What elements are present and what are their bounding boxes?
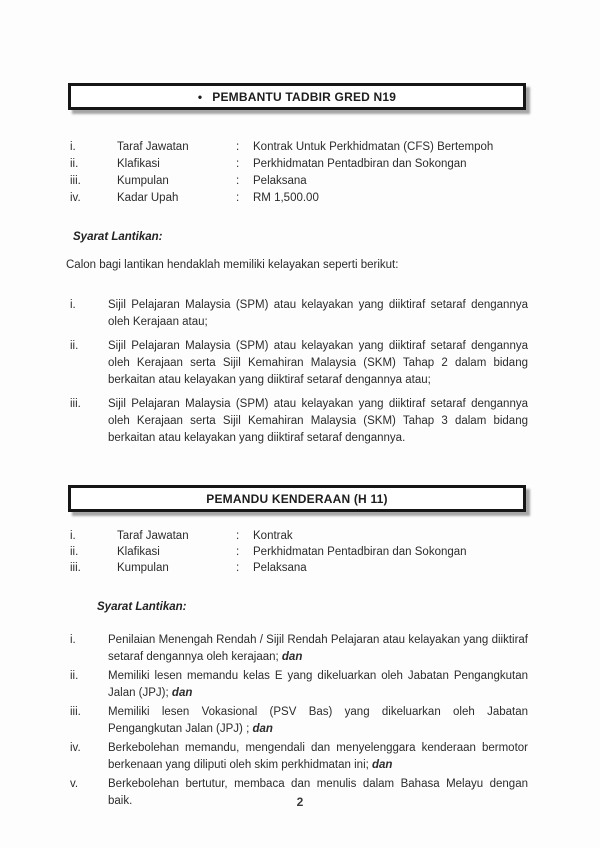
item-num: ii. (70, 340, 79, 352)
detail-value: Perkhidmatan Pentadbiran dan Sokongan (253, 158, 467, 170)
item-num: iv. (70, 742, 81, 754)
detail-num: ii. (70, 546, 79, 558)
section2-title-box (68, 485, 526, 512)
detail-colon: : (236, 192, 240, 204)
section1-syarat-heading: Syarat Lantikan: (73, 231, 163, 243)
item-text (108, 632, 528, 665)
detail-label: Taraf Jawatan (117, 530, 189, 542)
detail-label: Kadar Upah (117, 192, 179, 204)
detail-label: Klafikasi (117, 158, 160, 170)
detail-label: Taraf Jawatan (117, 141, 189, 153)
item-body: Sijil Pelajaran Malaysia (SPM) atau kelayakan yang diiktiraf setaraf dengannya oleh Kerajaan atau; (108, 299, 528, 328)
section1-title: PEMBANTU TADBIR GRED N19 (212, 89, 397, 104)
detail-colon: : (236, 530, 240, 542)
item-suffix: dan (372, 758, 393, 771)
item-suffix: dan (252, 722, 273, 735)
detail-value: Pelaksana (253, 562, 307, 574)
detail-colon: : (236, 546, 240, 558)
item-text (108, 297, 528, 331)
item-body: Memiliki lesen Vokasional (PSV Bas) yang dikeluarkan oleh Jabatan Pengangkutan Jalan (JPJ) ; (108, 706, 528, 735)
section1-items (66, 297, 528, 454)
list-item (66, 632, 528, 665)
item-suffix: dan (281, 650, 303, 663)
detail-colon: : (236, 175, 240, 187)
detail-value: Pelaksana (253, 175, 307, 187)
detail-row (66, 528, 528, 544)
list-item (66, 297, 528, 331)
item-suffix: dan (171, 686, 193, 699)
detail-num: iii. (70, 562, 81, 574)
item-body: Sijil Pelajaran Malaysia (SPM) atau kelayakan yang diiktiraf setaraf dengannya oleh Kerajaan serta Sijil Kemahiran Malaysia (SKM) Tahap 3 dalam bidang berkaitan atau kelayakan yang diiktiraf setaraf dengannya. (108, 398, 528, 444)
detail-num: i. (70, 141, 76, 153)
section2-title: PEMANDU KENDERAAN (H 11) (206, 491, 388, 506)
item-text (108, 668, 528, 701)
section2-details (66, 528, 528, 576)
detail-value: Kontrak Untuk Perkhidmatan (CFS) Bertempoh (253, 141, 494, 153)
detail-value: Perkhidmatan Pentadbiran dan Sokongan (253, 546, 467, 558)
item-body: Sijil Pelajaran Malaysia (SPM) atau kelayakan yang diiktiraf setaraf dengannya oleh Kerajaan serta Sijil Kemahiran Malaysia (SKM) Tahap 2 dalam bidang berkaitan atau kelayakan yang diiktiraf setaraf dengannya atau; (108, 340, 528, 386)
detail-row (66, 173, 528, 190)
detail-row (66, 139, 528, 156)
detail-row (66, 560, 528, 576)
section1-title-box (68, 83, 526, 110)
detail-num: iii. (70, 175, 81, 187)
item-num: i. (70, 634, 76, 646)
item-text (108, 338, 528, 389)
item-text (108, 740, 528, 773)
item-num: i. (70, 299, 76, 311)
detail-colon: : (236, 158, 240, 170)
detail-row (66, 190, 528, 207)
detail-value: Kontrak (253, 530, 293, 542)
list-item (66, 740, 528, 773)
item-num: v. (70, 778, 79, 790)
item-num: iii. (70, 706, 81, 718)
section2-syarat-heading: Syarat Lantikan: (97, 601, 187, 613)
item-body: Berkebolehan bertutur, membaca dan menulis dalam Bahasa Melayu dengan baik. (108, 778, 528, 807)
item-text (108, 396, 528, 447)
item-num: ii. (70, 670, 79, 682)
page-number: 2 (296, 795, 304, 809)
bullet-icon: • (197, 89, 203, 104)
item-body: Memiliki lesen memandu kelas E yang dikeluarkan oleh Jabatan Pengangkutan Jalan (JPJ); (108, 670, 528, 699)
detail-value: RM 1,500.00 (253, 192, 319, 204)
detail-row (66, 544, 528, 560)
section1-details (66, 139, 528, 207)
detail-num: i. (70, 530, 76, 542)
item-body: Penilaian Menengah Rendah / Sijil Rendah Pelajaran atau kelayakan yang diiktiraf setaraf dengannya oleh kerajaan; (108, 634, 528, 663)
list-item (66, 668, 528, 701)
detail-label: Klafikasi (117, 546, 160, 558)
item-num: iii. (70, 398, 81, 410)
section2-items (66, 632, 528, 812)
list-item (66, 704, 528, 737)
detail-num: ii. (70, 158, 79, 170)
detail-label: Kumpulan (117, 175, 169, 187)
list-item (66, 396, 528, 447)
item-text (108, 704, 528, 737)
detail-label: Kumpulan (117, 562, 169, 574)
section1-intro: Calon bagi lantikan hendaklah memiliki kelayakan seperti berikut: (66, 259, 399, 271)
detail-num: iv. (70, 192, 81, 204)
item-body: Berkebolehan memandu, mengendali dan menyelenggara kenderaan bermotor berkenaan yang diliputi oleh skim perkhidmatan ini; (108, 742, 528, 771)
detail-colon: : (236, 562, 240, 574)
detail-row (66, 156, 528, 173)
detail-colon: : (236, 141, 240, 153)
list-item (66, 338, 528, 389)
